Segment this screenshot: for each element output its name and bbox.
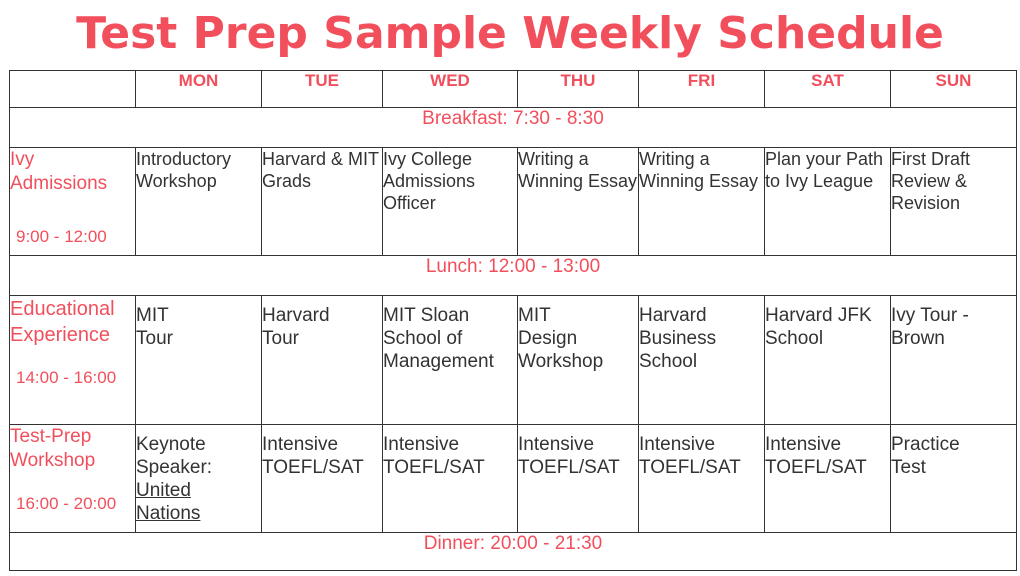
day-header-mon: MON <box>136 71 262 108</box>
session-name: Educational Experience <box>10 298 115 346</box>
activity-cell-tue: Intensive TOEFL/SAT <box>262 425 383 533</box>
day-header-row <box>10 71 1017 108</box>
session-row-ivy-admissions <box>10 148 1017 256</box>
lunch-row <box>10 256 1017 296</box>
activity-cell-wed: Intensive TOEFL/SAT <box>383 425 518 533</box>
activity-cell-fri: Writing a Winning Essay <box>639 148 765 256</box>
dinner-row <box>10 533 1017 571</box>
session-time: 14:00 - 16:00 <box>16 368 117 387</box>
lunch-label: Lunch: 12:00 - 13:00 <box>10 256 1017 296</box>
session-time: 16:00 - 20:00 <box>16 494 117 513</box>
keynote-speaker-link[interactable]: United Nations <box>136 480 201 524</box>
keynote-speaker-label: Keynote Speaker: <box>136 434 213 478</box>
session-label-cell <box>10 296 136 425</box>
activity-cell-wed: Ivy College Admissions Officer <box>383 148 518 256</box>
session-time: 9:00 - 12:00 <box>16 227 107 246</box>
activity-cell-tue: Harvard & MIT Grads <box>262 148 383 256</box>
activity-cell-sun: Ivy Tour - Brown <box>891 296 1017 425</box>
activity-cell-thu: MIT Design Workshop <box>518 296 639 425</box>
weekly-schedule-table <box>9 70 1017 571</box>
activity-cell-thu: Writing a Winning Essay <box>518 148 639 256</box>
activity-cell-sat: Harvard JFK School <box>765 296 891 425</box>
activity-cell-sat: Plan your Path to Ivy League <box>765 148 891 256</box>
session-label-cell <box>10 425 136 533</box>
page-title: Test Prep Sample Weekly Schedule <box>76 8 944 59</box>
activity-cell-sun: First Draft Review & Revision <box>891 148 1017 256</box>
day-header-sun: SUN <box>891 71 1017 108</box>
session-row-test-prep-workshop <box>10 425 1017 533</box>
day-header-fri: FRI <box>639 71 765 108</box>
activity-cell-fri: Harvard Business School <box>639 296 765 425</box>
activity-cell-sun: Practice Test <box>891 425 1017 533</box>
breakfast-row <box>10 108 1017 148</box>
activity-cell-sat: Intensive TOEFL/SAT <box>765 425 891 533</box>
dinner-label: Dinner: 20:00 - 21:30 <box>10 533 1017 571</box>
day-header-wed: WED <box>383 71 518 108</box>
activity-cell-mon: MIT Tour <box>136 296 262 425</box>
session-name: Test-Prep Workshop <box>10 426 96 471</box>
activity-cell-mon: Introductory Workshop <box>136 148 262 256</box>
day-header-sat: SAT <box>765 71 891 108</box>
activity-cell-wed: MIT Sloan School of Management <box>383 296 518 425</box>
session-name: Ivy Admissions <box>10 149 108 194</box>
breakfast-label: Breakfast: 7:30 - 8:30 <box>10 108 1017 148</box>
day-header-tue: TUE <box>262 71 383 108</box>
activity-cell-thu: Intensive TOEFL/SAT <box>518 425 639 533</box>
day-header-thu: THU <box>518 71 639 108</box>
session-row-educational-experience <box>10 296 1017 425</box>
activity-cell-tue: Harvard Tour <box>262 296 383 425</box>
corner-cell <box>10 71 136 108</box>
activity-cell-mon <box>136 425 262 533</box>
activity-cell-fri: Intensive TOEFL/SAT <box>639 425 765 533</box>
session-label-cell <box>10 148 136 256</box>
